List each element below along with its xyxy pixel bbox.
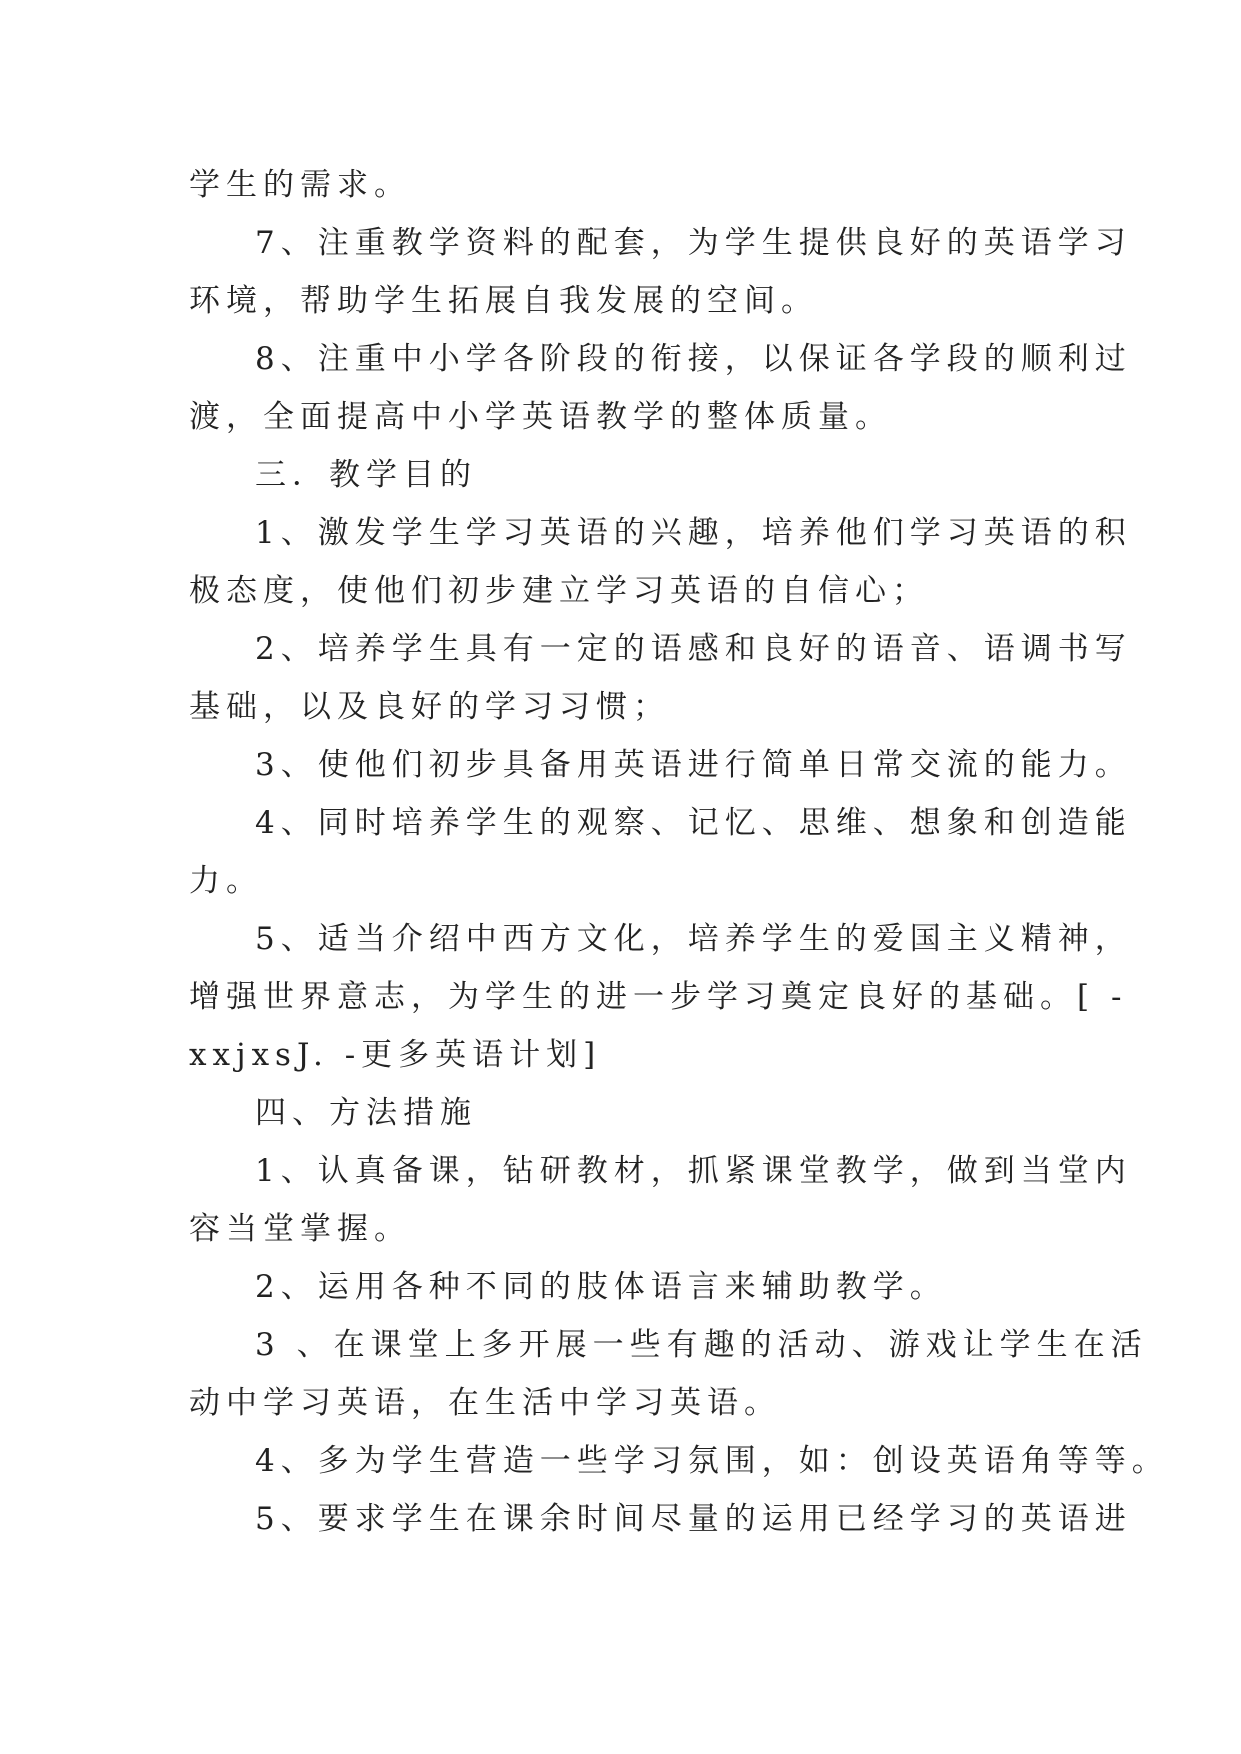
text-line: 增强世界意志，为学生的进一步学习奠定良好的基础。[ - (189, 979, 1128, 1015)
text-line: 极态度，使他们初步建立学习英语的自信心； (189, 573, 929, 609)
text-line: 基础，以及良好的学习习惯； (189, 689, 670, 725)
text-line: 5、适当介绍中西方文化，培养学生的爱国主义精神， (255, 921, 1132, 957)
text-line: 8、注重中小学各阶段的衔接，以保证各学段的顺利过 (255, 341, 1132, 377)
text-line: 2、运用各种不同的肢体语言来辅助教学。 (255, 1269, 947, 1305)
text-line: 学生的需求。 (189, 167, 411, 203)
text-line: 3、使他们初步具备用英语进行简单日常交流的能力。 (255, 747, 1132, 783)
text-line: 2、培养学生具有一定的语感和良好的语音、语调书写 (255, 631, 1132, 667)
text-line: 容当堂掌握。 (189, 1211, 411, 1247)
text-line: 环境，帮助学生拓展自我发展的空间。 (189, 283, 818, 319)
section-heading: 三．教学目的 (255, 457, 477, 493)
text-line: 7、注重教学资料的配套，为学生提供良好的英语学习 (255, 225, 1132, 261)
text-line: 1、认真备课，钻研教材，抓紧课堂教学，做到当堂内 (255, 1153, 1132, 1189)
text-line: 力。 (189, 863, 263, 899)
section-heading: 四、方法措施 (255, 1095, 477, 1131)
text-line: 渡，全面提高中小学英语教学的整体质量。 (189, 399, 892, 435)
text-line: xxjxsJ. -更多英语计划] (189, 1037, 602, 1073)
text-line: 动中学习英语，在生活中学习英语。 (189, 1385, 781, 1421)
document-body (189, 156, 1169, 1548)
text-line: 1、激发学生学习英语的兴趣，培养他们学习英语的积 (255, 515, 1132, 551)
text-line: 4、同时培养学生的观察、记忆、思维、想象和创造能 (255, 805, 1132, 841)
text-line: 5、要求学生在课余时间尽量的运用已经学习的英语进 (255, 1501, 1132, 1537)
text-line: 4、多为学生营造一些学习氛围，如：创设英语角等等。 (255, 1443, 1169, 1479)
text-line: 3 、在课堂上多开展一些有趣的活动、游戏让学生在活 (255, 1327, 1148, 1363)
